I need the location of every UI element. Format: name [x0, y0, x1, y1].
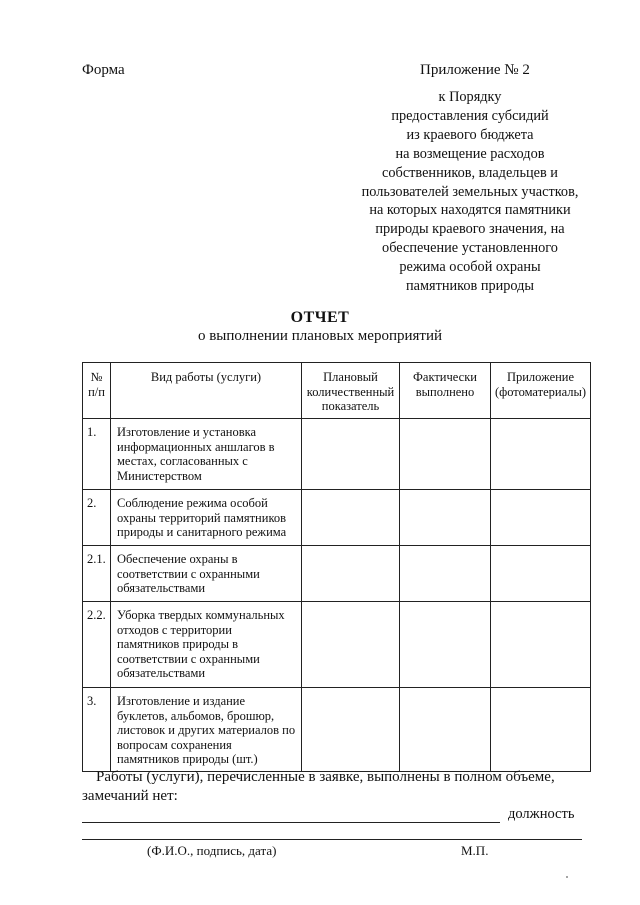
work-line: соответствии с охранными: [117, 651, 260, 666]
work-line: обязательствами: [117, 666, 206, 681]
appendix-line: собственников, владельцев и: [382, 164, 558, 181]
report-subtitle: о выполнении плановых мероприятий: [197, 328, 443, 344]
work-line: Соблюдение режима особой: [117, 496, 268, 510]
work-line: буклетов, альбомов, брошюр,: [117, 708, 275, 723]
work-line: Изготовление и издание: [117, 694, 246, 708]
row-number: 2.: [83, 490, 111, 546]
appendix-line: пользователей земельных участков,: [361, 183, 579, 200]
appendix-line: обеспечение установленного: [382, 240, 558, 257]
work-line: соответствии с охранными: [117, 566, 260, 581]
header-line: показатель: [321, 399, 380, 414]
work-line: отходов с территории: [117, 622, 232, 637]
work-line: вопросам сохранения: [117, 737, 232, 752]
signature-label: (Ф.И.О., подпись, дата): [147, 843, 277, 858]
header-cell-number: [83, 363, 111, 419]
planned-cell: [302, 688, 400, 772]
work-line: памятников природы в: [117, 637, 239, 652]
row-number: 2.2.: [83, 602, 111, 688]
name-signature-line: [82, 839, 582, 840]
appendix-line: природы краевого значения, на: [375, 221, 565, 238]
actual-cell: [400, 490, 491, 546]
appendix-line: на возмещение расходов: [395, 145, 545, 162]
work-line: Министерством: [117, 468, 202, 483]
appendix-line: к Порядку: [438, 89, 502, 105]
table-row: [83, 419, 591, 490]
scan-speck: [566, 876, 568, 878]
position-label: должность: [508, 806, 575, 822]
report-table: [82, 362, 591, 772]
planned-cell: [302, 546, 400, 602]
position-signature-line: [82, 822, 500, 823]
work-line: местах, согласованных с: [117, 454, 248, 469]
work-type-cell: [111, 419, 302, 490]
work-type-cell: [111, 546, 302, 602]
work-line: охраны территорий памятников: [117, 510, 287, 525]
work-type-cell: [111, 688, 302, 772]
actual-cell: [400, 602, 491, 688]
header-line: выполнено: [415, 384, 475, 399]
header-line: Фактически: [413, 370, 477, 384]
header-cell-actual: [400, 363, 491, 419]
table-header-row: [83, 363, 591, 419]
completion-statement: [82, 768, 590, 806]
form-label: Форма: [82, 62, 125, 78]
work-type-cell: [111, 490, 302, 546]
header-cell-planned: [302, 363, 400, 419]
appendix-line: памятников природы: [405, 278, 535, 295]
attachment-cell: [491, 602, 591, 688]
header-cell-attachment: [491, 363, 591, 419]
table-row: [83, 490, 591, 546]
header-line: количественный: [306, 384, 395, 399]
work-line: природы и санитарного режима: [117, 525, 287, 540]
row-number: 3.: [83, 688, 111, 772]
header-line: (фотоматериалы): [494, 384, 587, 399]
planned-cell: [302, 602, 400, 688]
table-row: [83, 546, 591, 602]
attachment-cell: [491, 546, 591, 602]
header-line: Плановый: [323, 370, 378, 384]
header-line: Приложение: [506, 370, 575, 384]
statement-line: замечаний нет:: [82, 788, 178, 804]
work-line: Уборка твердых коммунальных: [117, 608, 285, 622]
appendix-line: из краевого бюджета: [406, 126, 534, 143]
statement-text: Работы (услуги), перечисленные в заявке, выполнены в полном объеме,: [96, 769, 555, 785]
attachment-cell: [491, 688, 591, 772]
header-line: п/п: [88, 384, 105, 399]
actual-cell: [400, 546, 491, 602]
planned-cell: [302, 490, 400, 546]
report-title: ОТЧЕТ: [290, 309, 350, 326]
header-line: Вид работы (услуги): [150, 370, 262, 384]
appendix-line: на которых находятся памятники: [369, 202, 571, 219]
work-type-cell: [111, 602, 302, 688]
table-row: [83, 602, 591, 688]
work-line: Обеспечение охраны в: [117, 552, 238, 566]
table-row: [83, 688, 591, 772]
planned-cell: [302, 419, 400, 490]
attachment-cell: [491, 419, 591, 490]
statement-line: [82, 768, 590, 787]
row-number: 1.: [83, 419, 111, 490]
attachment-cell: [491, 490, 591, 546]
work-line: обязательствами: [117, 581, 206, 596]
seal-label: М.П.: [461, 843, 489, 858]
work-line: листовок и других материалов по: [117, 723, 296, 738]
appendix-line: режима особой охраны: [399, 259, 541, 276]
actual-cell: [400, 419, 491, 490]
appendix-line: предоставления субсидий: [391, 107, 549, 124]
header-cell-work-type: [111, 363, 302, 419]
appendix-title: Приложение № 2: [420, 62, 530, 78]
appendix-description: [352, 88, 588, 296]
actual-cell: [400, 688, 491, 772]
work-line: Изготовление и установка: [117, 425, 257, 439]
work-line: памятников природы (шт.): [117, 752, 258, 767]
row-number: 2.1.: [83, 546, 111, 602]
work-line: информационных аншлагов в: [117, 439, 275, 454]
header-line: №: [90, 370, 103, 384]
